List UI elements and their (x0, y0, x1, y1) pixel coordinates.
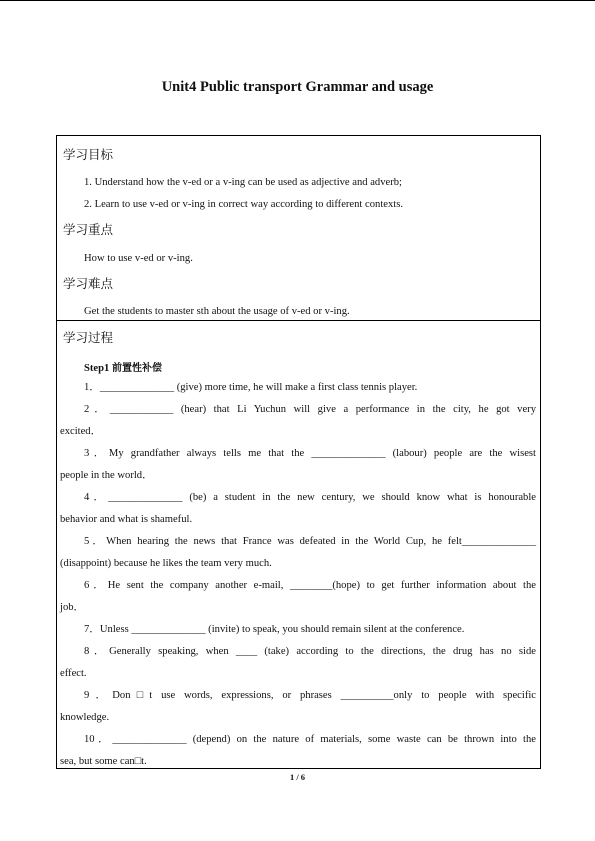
page-number: 1 / 6 (289, 772, 306, 782)
objective-item: 2. Learn to use v-ed or v-ing in correct way according to different contexts. (84, 199, 403, 210)
question-text-cont: knowledge. (60, 712, 110, 723)
question-text: 3．My grandfather always tells me that the ______________ (labour) people are the wisest (84, 448, 536, 459)
key-points-heading: 学习重点 (63, 222, 114, 237)
question-text: 2．____________ (hear) that Li Yuchun will give a performance in the city, he got very (84, 404, 536, 415)
objectives-box (56, 135, 541, 321)
question-text-cont: effect. (60, 668, 87, 679)
question-text-cont: people in the world． (60, 470, 153, 481)
question-text-cont: job． (60, 602, 85, 613)
question-text-cont: sea, but some can□t. (60, 756, 147, 767)
question-text-cont: excited． (60, 426, 102, 437)
key-points-text: How to use v-ed or v-ing. (84, 253, 193, 264)
question-item (60, 641, 536, 685)
question-text: 5．When hearing the news that France was defeated in the World Cup, he felt______________ (84, 536, 536, 547)
question-item (60, 377, 536, 399)
objective-item: 1. Understand how the v-ed or a v-ing can be used as adjective and adverb; (84, 177, 402, 188)
question-text: 9．Don□t use words, expressions, or phrases __________only to people with specific (84, 690, 536, 701)
question-text: 4．______________ (be) a student in the new century, we should know what is honourable (84, 492, 536, 503)
question-text: 1．______________ (give) more time, he will make a first class tennis player. (84, 382, 418, 393)
page-title: Unit4 Public transport Grammar and usage (161, 79, 434, 95)
question-item (60, 575, 536, 619)
question-text-cont: behavior and what is shameful. (60, 514, 193, 525)
question-text: 6．He sent the company another e-mail, ________(hope) to get further information about the (84, 580, 536, 591)
question-text-cont: (disappoint) because he likes the team very much. (60, 558, 272, 569)
difficulties-heading: 学习难点 (63, 276, 114, 291)
top-rule (0, 0, 595, 1)
question-text: 7．Unless ______________ (invite) to speak, you should remain silent at the conference. (84, 624, 465, 635)
objectives-heading: 学习目标 (63, 147, 114, 162)
question-item (60, 685, 536, 729)
question-item (60, 399, 536, 443)
process-heading: 学习过程 (63, 330, 114, 345)
question-item (60, 729, 536, 773)
process-box (56, 320, 541, 769)
step-title (84, 359, 162, 374)
question-item (60, 619, 536, 641)
question-text: 10．______________ (depend) on the nature of materials, some waste can be thrown into the (84, 734, 536, 745)
question-item (60, 443, 536, 487)
step-title-text: 前置性补偿 (111, 363, 162, 374)
difficulties-text: Get the students to master sth about the usage of v-ed or v-ing. (84, 306, 350, 317)
question-item (60, 531, 536, 575)
step-label: Step1 (84, 363, 110, 374)
question-text: 8．Generally speaking, when ____ (take) according to the directions, the drug has no side (84, 646, 536, 657)
question-item (60, 487, 536, 531)
